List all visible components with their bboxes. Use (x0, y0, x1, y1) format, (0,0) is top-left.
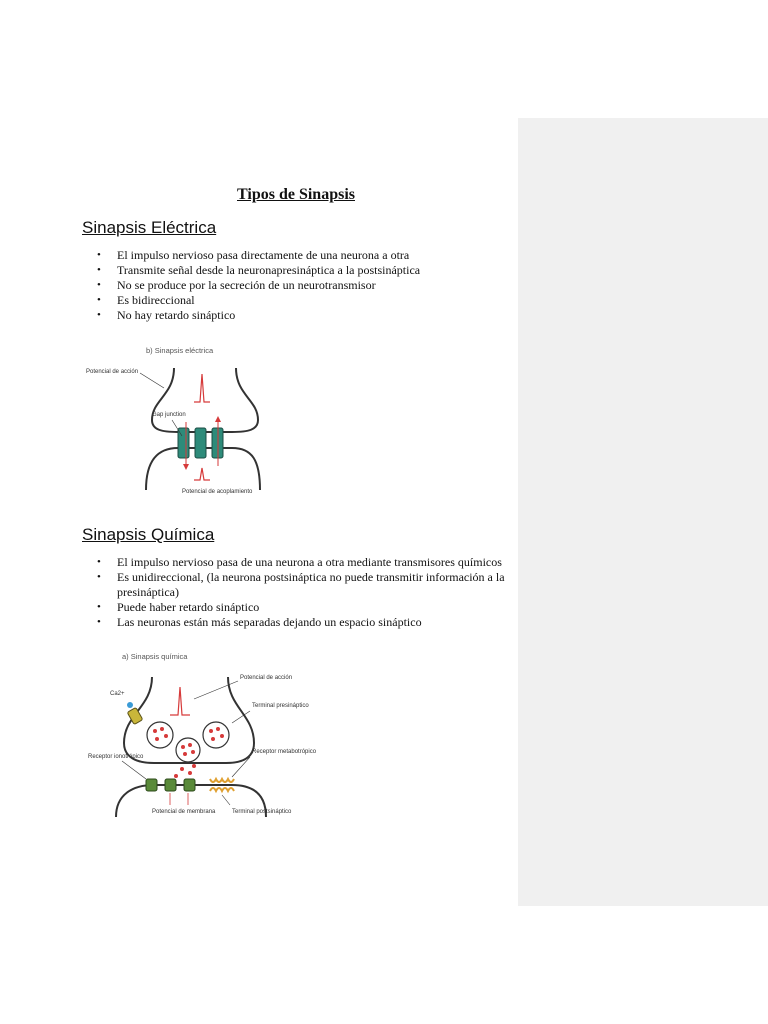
label-action-potential: Potencial de acción (240, 675, 293, 681)
electrical-synapse-list (82, 248, 512, 323)
list-item: • El impulso nervioso pasa directamente de una neurona a otra (82, 248, 512, 263)
coupling-potential-icon (194, 468, 210, 480)
chemical-synapse-list (82, 555, 512, 630)
metabotropic-receptor (210, 779, 234, 782)
label-coupling-potential: Potencial de acoplamiento (182, 489, 253, 495)
label-calcium: Ca2+ (110, 691, 125, 697)
list-item: • No se produce por la secreción de un neurotransmisor (82, 278, 512, 293)
chemical-synapse-figure (82, 645, 322, 820)
figure-caption: a) Sinapsis química (122, 652, 188, 661)
heading-electrical-synapse: Sinapsis Eléctrica (82, 218, 217, 237)
list-item: • No hay retardo sináptico (82, 308, 512, 323)
label-gap-junction: Gap junction (152, 412, 186, 418)
label-metabotropic-receptor: Receptor metabotrópico (252, 749, 317, 755)
list-item: • Es unidireccional, (la neurona postsináptica no puede transmitir información a la presináptica) (82, 570, 512, 600)
label-membrane-potential: Potencial de membrana (152, 809, 216, 815)
presynaptic-membrane (152, 368, 258, 432)
list-item: • El impulso nervioso pasa de una neurona a otra mediante transmisores químicos (82, 555, 512, 570)
action-potential-icon (170, 687, 190, 715)
heading-chemical-synapse: Sinapsis Química (82, 525, 215, 544)
label-postsynaptic-terminal: Terminal postsináptico (232, 809, 292, 815)
document-title: Tipos de Sinapsis (237, 186, 355, 203)
gap-junction-channel (195, 428, 206, 458)
label-presynaptic-terminal: Terminal presináptico (252, 703, 309, 709)
list-item: • Transmite señal desde la neuronapresináptica a la postsináptica (82, 263, 512, 278)
comments-pane (518, 118, 768, 906)
list-item: • Es bidireccional (82, 293, 512, 308)
label-ionotropic-receptor: Receptor ionotrópico (88, 754, 144, 760)
action-potential-icon (194, 374, 210, 402)
list-item: • Las neuronas están más separadas dejando un espacio sináptico (82, 615, 512, 630)
label-action-potential: Potencial de acción (86, 369, 139, 375)
electrical-synapse-figure (82, 340, 282, 510)
list-item: • Puede haber retardo sináptico (82, 600, 512, 615)
figure-caption: b) Sinapsis eléctrica (146, 346, 214, 355)
